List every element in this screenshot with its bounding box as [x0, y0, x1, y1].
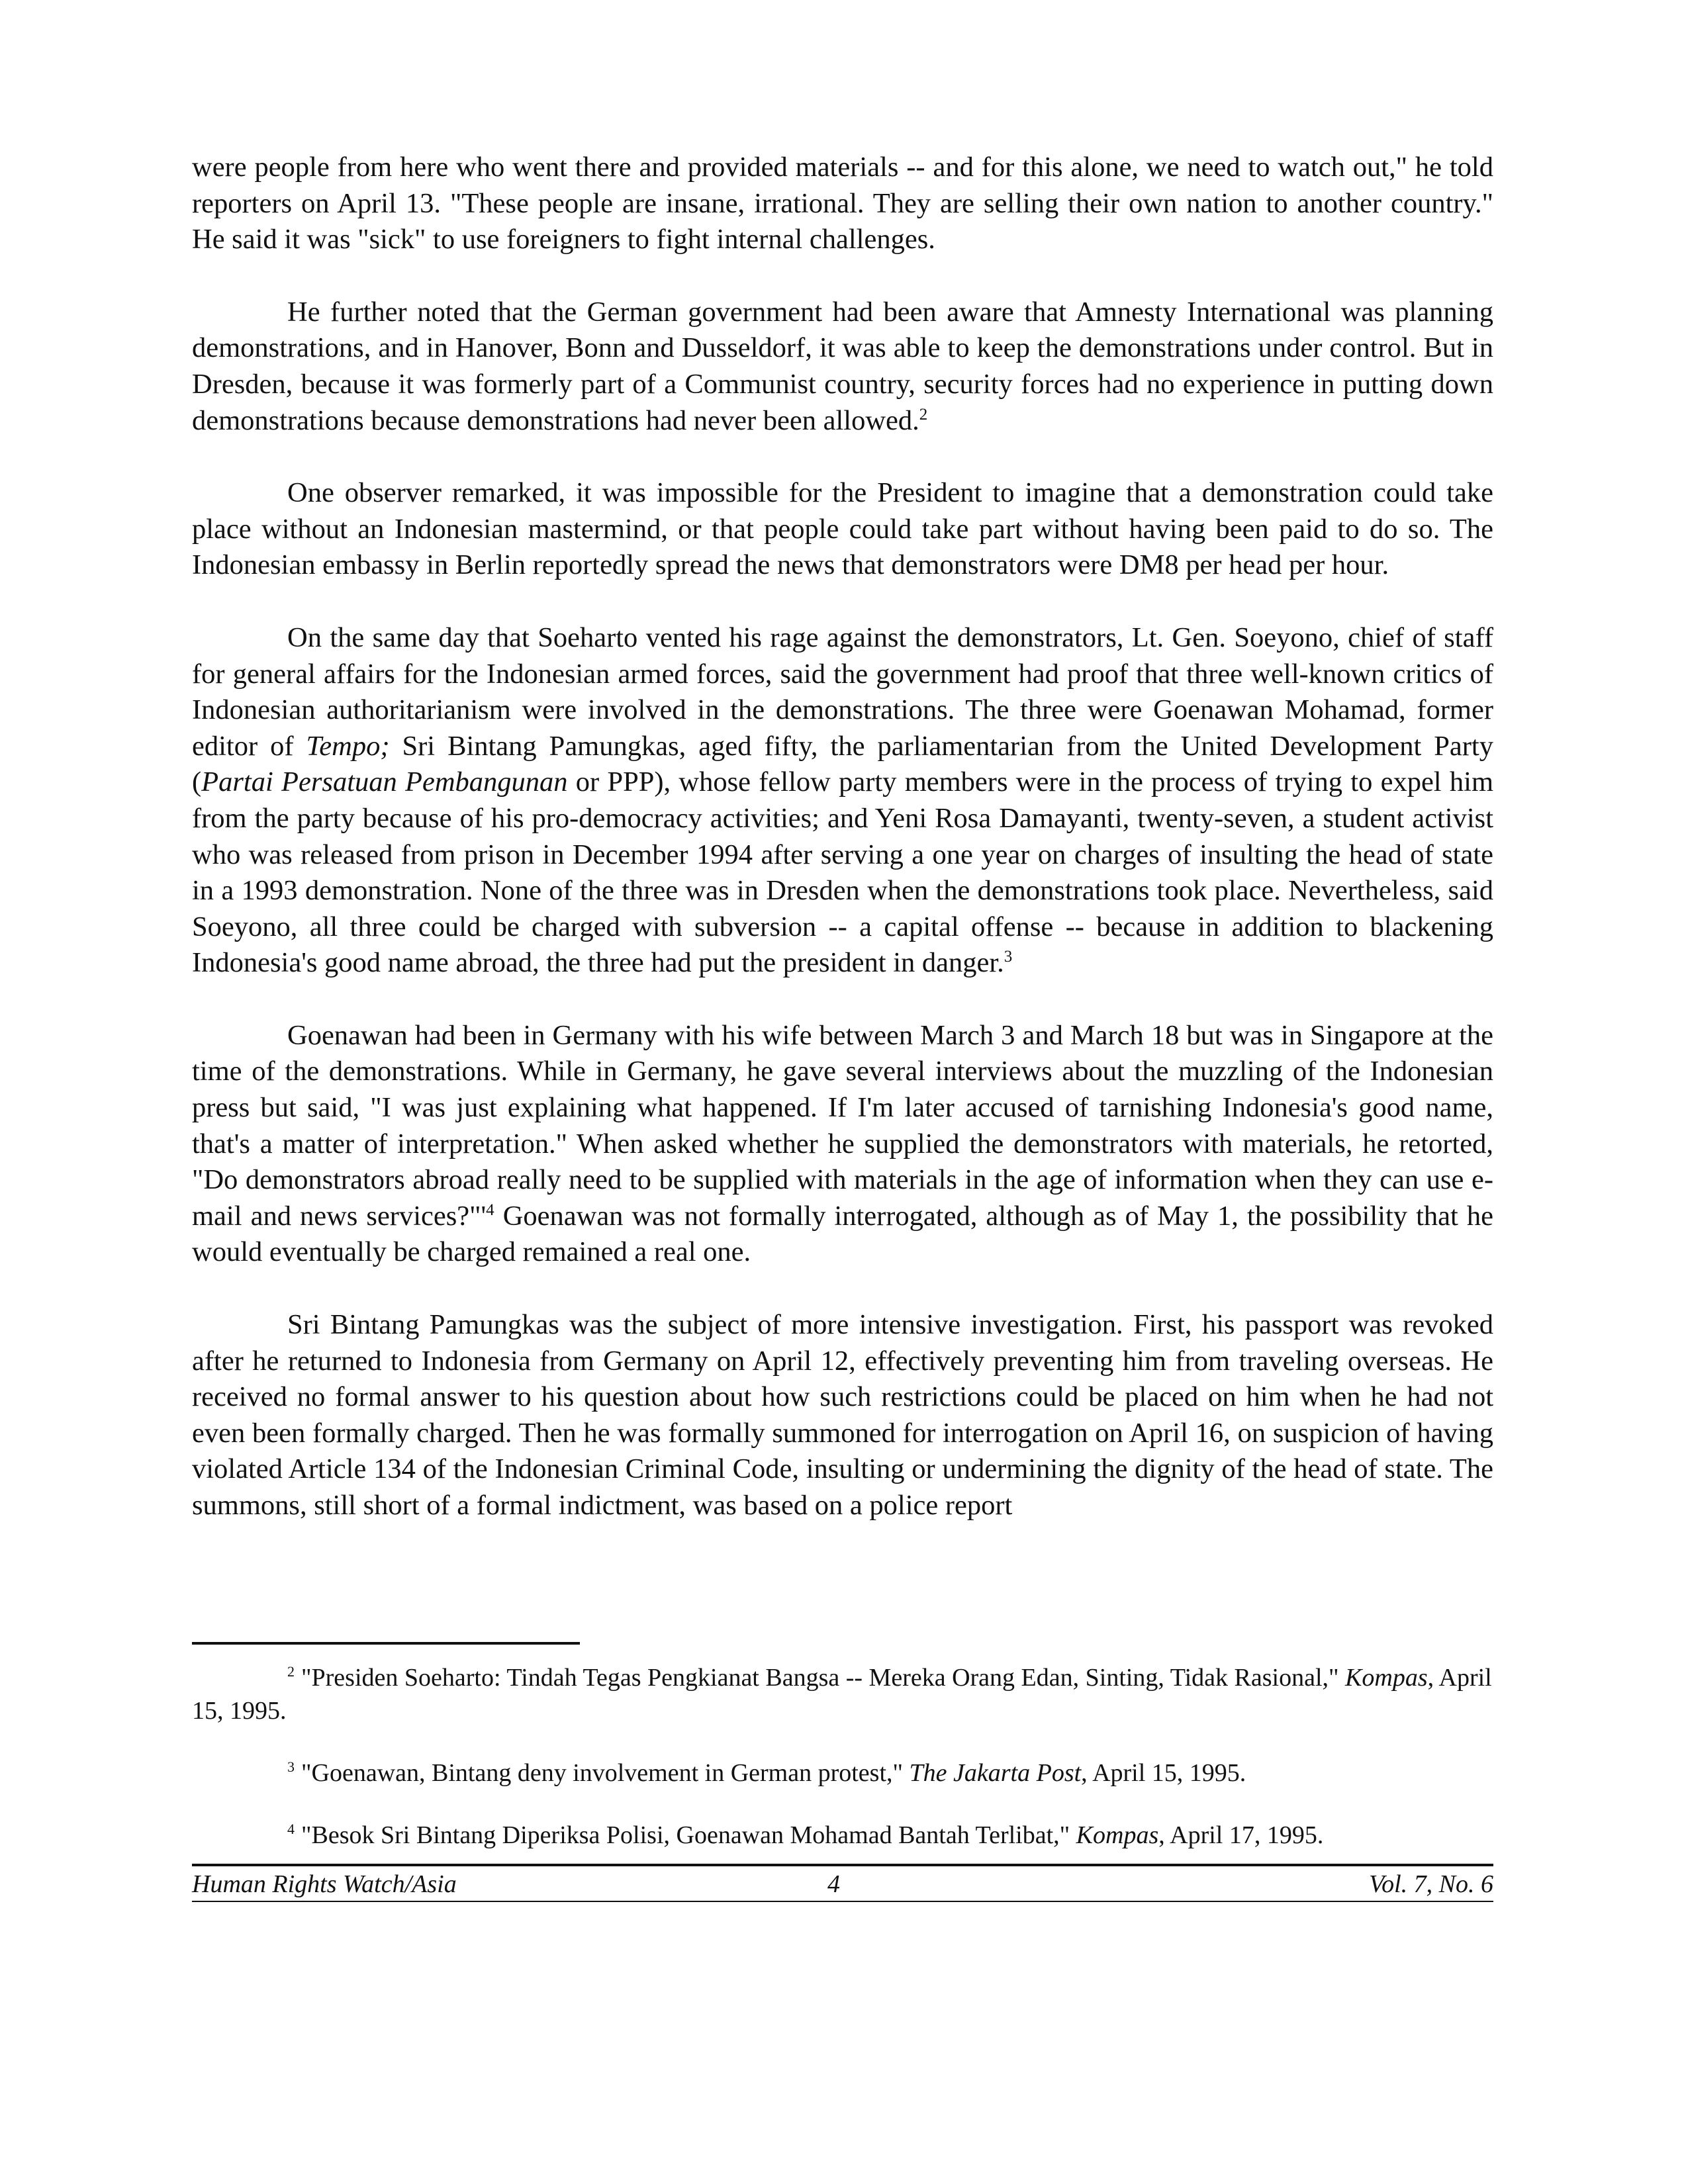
footnote-divider	[192, 1642, 580, 1645]
paragraph-text: Sri Bintang Pamungkas, aged fifty, the parliamentarian from the United Development Party (	[192, 730, 1493, 798]
footnote-text: "Presiden Soeharto: Tindah Tegas Pengkianat Bangsa -- Mereka Orang Edan, Sinting, Tidak Rasional,"	[301, 1664, 1346, 1692]
footnote-text: "Goenawan, Bintang deny involvement in German protest,"	[301, 1759, 910, 1787]
paragraph	[192, 475, 1493, 584]
party-name: Partai Persatuan Pembangunan	[201, 766, 568, 798]
footnote-source: Kompas	[1076, 1821, 1159, 1849]
footnote-date: , April 15, 1995.	[1081, 1759, 1246, 1787]
publication-title: Tempo;	[306, 730, 390, 762]
footnote-date: , April 15, 1995.	[192, 1664, 1492, 1725]
page-number: 4	[827, 1870, 840, 1898]
footnote-date: , April 17, 1995.	[1158, 1821, 1324, 1849]
paragraph-text: or PPP), whose fellow party members were in the process of trying to expel him from the party because of his pro-democracy activities; and Yeni Rosa Damayanti, twenty-seven, a student activist who was released from prison in December 1994 after serving a one year on charges of insulting the head of state in a 1993 demonstration. None of the three was in Dresden when the demonstrations took place. Nevertheless, said Soeyono, all three could be charged with subversion -- a capital offense -- because in addition to blackening Indonesia's good name abroad, the three had put the president in danger.	[192, 766, 1493, 979]
footnote-source: Kompas	[1345, 1664, 1428, 1692]
footnotes	[192, 1661, 1493, 1881]
footnote-text: "Besok Sri Bintang Diperiksa Polisi, Goenawan Mohamad Bantah Terlibat,"	[301, 1821, 1076, 1849]
paragraph-text: Goenawan had been in Germany with his wife between March 3 and March 18 but was in Singapore at the time of the demonstrations. While in Germany, he gave several interviews about the muzzling of the Indonesian press but said, "I was just explaining what happened. If I'm later accused of tarnishing Indonesia's good name, that's a matter of interpretation." When asked whether he supplied the demonstrators with materials, he retorted, "Do demonstrators abroad really need to be supplied with materials in the age of information when they can use e-mail and news services?"'	[192, 1019, 1493, 1232]
paragraph-text: Sri Bintang Pamungkas was the subject of more intensive investigation. First, his passport was revoked after he returned to Indonesia from Germany on April 12, effectively preventing him from traveling overseas. He received no formal answer to his question about how such restrictions could be placed on him when he had not even been formally charged. Then he was formally summoned for interrogation on April 16, on suspicion of having violated Article 134 of the Indonesian Criminal Code, insulting or undermining the dignity of the head of state. The summons, still short of a formal indictment, was based on a police report	[192, 1309, 1493, 1521]
footer-publication: Human Rights Watch/Asia	[192, 1870, 457, 1898]
body-text	[192, 150, 1493, 1561]
footnote-source: The Jakarta Post	[909, 1759, 1082, 1787]
paragraph-text: were people from here who went there and provided materials -- and for this alone, we need to watch out," he told reporters on April 13. "These people are insane, irrational. They are selling their own nation to another country." He said it was "sick" to use foreigners to fight internal challenges.	[192, 152, 1493, 255]
footnote-number: 2	[287, 1663, 295, 1680]
paragraph	[192, 295, 1493, 439]
footnote	[192, 1819, 1493, 1852]
paragraph	[192, 1307, 1493, 1524]
footnote-ref: 2	[919, 405, 928, 424]
paragraph	[192, 620, 1493, 981]
footer-divider	[192, 1864, 1493, 1866]
paragraph-text: On the same day that Soeharto vented his rage against the demonstrators, Lt. Gen. Soeyono, chief of staff for general affairs for the Indonesian armed forces, said the government had proof that three well-known critics of Indonesian authoritarianism were involved in the demonstrations. The three were Goenawan Mohamad, former editor of	[192, 621, 1493, 762]
footnote-ref: 3	[1004, 948, 1013, 966]
footnote-ref: 4	[486, 1201, 494, 1219]
footnote-number: 4	[287, 1821, 295, 1838]
paragraph	[192, 150, 1493, 258]
paragraph-text: He further noted that the German government had been aware that Amnesty International was planning demonstrations, and in Hanover, Bonn and Dusseldorf, it was able to keep the demonstrations under control. But in Dresden, because it was formerly part of a Communist country, security forces had no experience in putting down demonstrations because demonstrations had never been allowed.	[192, 296, 1493, 436]
footnote-number: 3	[287, 1758, 295, 1776]
page-footer	[192, 1868, 1493, 1902]
footnote	[192, 1661, 1493, 1727]
paragraph-text: Goenawan was not formally interrogated, although as of May 1, the possibility that he would eventually be charged remained a real one.	[192, 1200, 1493, 1268]
footnote	[192, 1756, 1493, 1790]
footer-volume: Vol. 7, No. 6	[1369, 1870, 1493, 1898]
paragraph	[192, 1018, 1493, 1271]
paragraph-text: One observer remarked, it was impossible for the President to imagine that a demonstration could take place without an Indonesian mastermind, or that people could take part without having been paid to do so. The Indonesian embassy in Berlin reportedly spread the news that demonstrators were DM8 per head per hour.	[192, 477, 1493, 581]
